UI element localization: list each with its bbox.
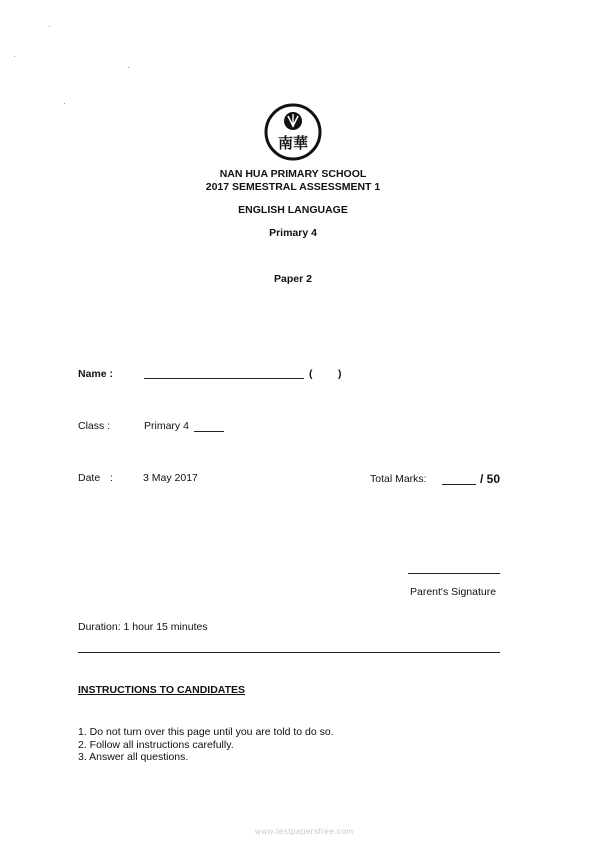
signature-label: Parent's Signature: [410, 586, 497, 598]
name-paren-open: (: [309, 368, 313, 380]
divider: [78, 652, 500, 653]
school-logo: [264, 103, 322, 161]
date-value: 3 May 2017: [143, 472, 198, 484]
signature-line[interactable]: [408, 573, 500, 574]
svg-text:南華: 南華: [277, 134, 309, 152]
date-colon: :: [110, 472, 113, 484]
paper-title: Paper 2: [274, 273, 312, 285]
total-marks-label: Total Marks:: [370, 473, 427, 485]
scan-speck: [128, 67, 129, 68]
class-field[interactable]: [194, 431, 224, 432]
marks-field[interactable]: [442, 484, 476, 485]
scan-speck: [64, 103, 65, 104]
total-marks-out-of: / 50: [480, 472, 501, 486]
scan-speck: [49, 26, 50, 27]
subject-title: ENGLISH LANGUAGE: [238, 204, 348, 216]
instruction-item: 1. Do not turn over this page until you are told to do so.: [78, 726, 334, 738]
school-name: NAN HUA PRIMARY SCHOOL: [219, 168, 367, 180]
instruction-item: 2. Follow all instructions carefully.: [78, 738, 234, 751]
scan-speck: [14, 56, 15, 57]
duration: Duration: 1 hour 15 minutes: [78, 621, 208, 633]
footer-watermark: www.testpapersfree.com: [255, 827, 354, 836]
class-value: Primary 4: [144, 420, 189, 432]
level-title: Primary 4: [269, 227, 317, 239]
name-paren-close: ): [338, 368, 342, 380]
name-field[interactable]: [144, 378, 304, 379]
assessment-title: 2017 SEMESTRAL ASSESSMENT 1: [205, 181, 381, 193]
school-crest-icon: [264, 103, 322, 161]
date-label: Date: [78, 472, 101, 484]
instructions-list: [78, 726, 334, 764]
name-label: Name :: [78, 368, 114, 380]
class-label: Class :: [78, 420, 111, 432]
instructions-heading: INSTRUCTIONS TO CANDIDATES: [78, 684, 246, 696]
instruction-item: 3. Answer all questions.: [78, 751, 189, 763]
